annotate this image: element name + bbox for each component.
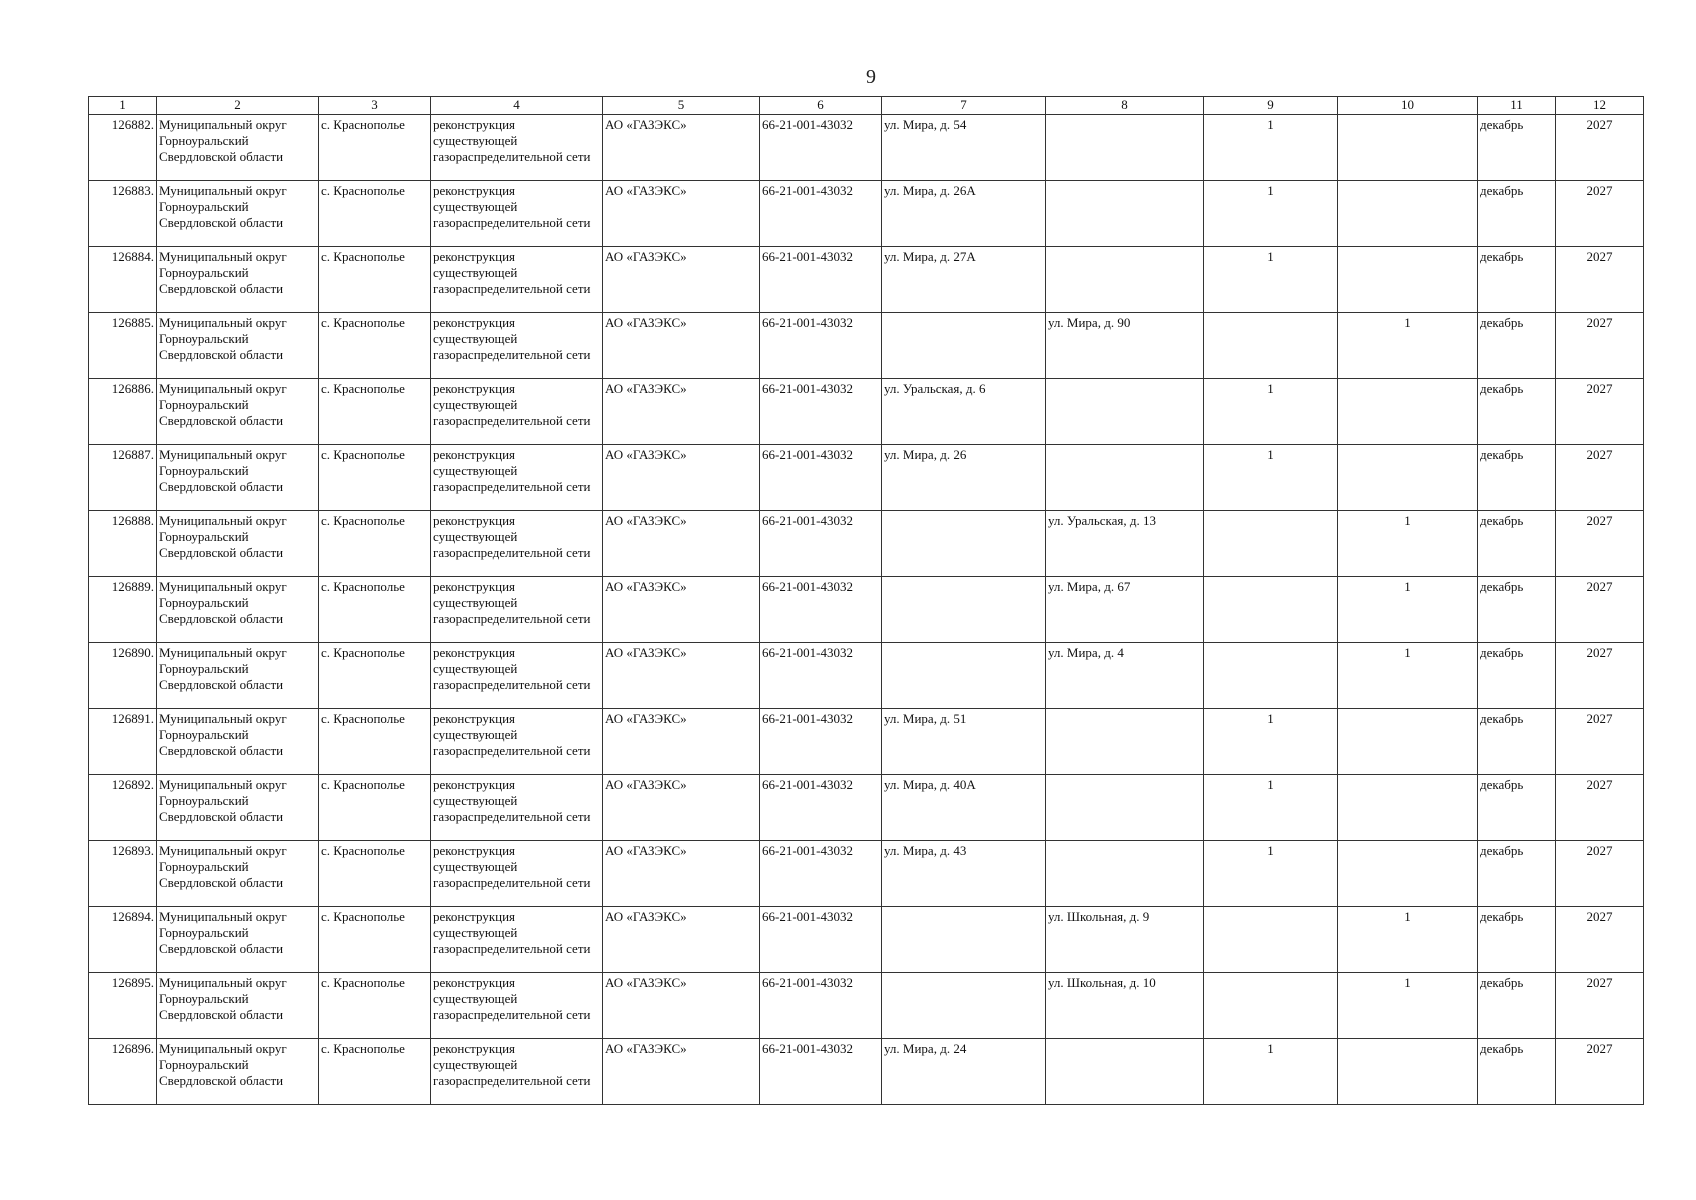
table-row (89, 181, 1644, 247)
cell-work-type: реконструкция существующей газораспределительной сети (431, 643, 603, 709)
table-row (89, 643, 1644, 709)
cell-address-col8 (1046, 775, 1204, 841)
cell-count-col9: 1 (1204, 247, 1338, 313)
cell-municipality: Муниципальный округ Горноуральский Свердловской области (157, 181, 319, 247)
cell-settlement: с. Краснополье (319, 115, 431, 181)
cell-year: 2027 (1556, 709, 1644, 775)
cell-address-col7 (882, 973, 1046, 1039)
cell-count-col9 (1204, 313, 1338, 379)
cell-address-col8 (1046, 115, 1204, 181)
cell-work-type: реконструкция существующей газораспределительной сети (431, 841, 603, 907)
column-header-4: 4 (431, 97, 603, 115)
cell-row-number: 126891. (89, 709, 157, 775)
cell-municipality: Муниципальный округ Горноуральский Свердловской области (157, 511, 319, 577)
cell-address-col8: ул. Уральская, д. 13 (1046, 511, 1204, 577)
table-body (89, 115, 1644, 1105)
table-row (89, 577, 1644, 643)
cell-address-col8: ул. Мира, д. 67 (1046, 577, 1204, 643)
cell-settlement: с. Краснополье (319, 313, 431, 379)
cell-object-code: 66-21-001-43032 (760, 313, 882, 379)
table-row (89, 445, 1644, 511)
cell-object-code: 66-21-001-43032 (760, 577, 882, 643)
cell-organization: АО «ГАЗЭКС» (603, 511, 760, 577)
cell-count-col10 (1338, 709, 1478, 775)
column-header-10: 10 (1338, 97, 1478, 115)
cell-settlement: с. Краснополье (319, 379, 431, 445)
cell-address-col7: ул. Мира, д. 54 (882, 115, 1046, 181)
cell-municipality: Муниципальный округ Горноуральский Свердловской области (157, 379, 319, 445)
cell-month: декабрь (1478, 643, 1556, 709)
cell-municipality: Муниципальный округ Горноуральский Свердловской области (157, 1039, 319, 1105)
cell-month: декабрь (1478, 247, 1556, 313)
table-row (89, 247, 1644, 313)
cell-month: декабрь (1478, 973, 1556, 1039)
cell-settlement: с. Краснополье (319, 775, 431, 841)
cell-work-type: реконструкция существующей газораспределительной сети (431, 577, 603, 643)
cell-object-code: 66-21-001-43032 (760, 643, 882, 709)
cell-count-col9 (1204, 643, 1338, 709)
cell-row-number: 126889. (89, 577, 157, 643)
cell-month: декабрь (1478, 709, 1556, 775)
cell-row-number: 126883. (89, 181, 157, 247)
cell-count-col9: 1 (1204, 181, 1338, 247)
column-header-9: 9 (1204, 97, 1338, 115)
cell-address-col8 (1046, 709, 1204, 775)
cell-year: 2027 (1556, 841, 1644, 907)
cell-year: 2027 (1556, 643, 1644, 709)
cell-count-col9 (1204, 907, 1338, 973)
cell-year: 2027 (1556, 511, 1644, 577)
cell-address-col8 (1046, 247, 1204, 313)
cell-row-number: 126888. (89, 511, 157, 577)
cell-organization: АО «ГАЗЭКС» (603, 1039, 760, 1105)
table-row (89, 379, 1644, 445)
cell-year: 2027 (1556, 115, 1644, 181)
cell-settlement: с. Краснополье (319, 445, 431, 511)
column-header-1: 1 (89, 97, 157, 115)
cell-address-col8 (1046, 1039, 1204, 1105)
cell-count-col10 (1338, 841, 1478, 907)
table-row (89, 115, 1644, 181)
cell-municipality: Муниципальный округ Горноуральский Свердловской области (157, 775, 319, 841)
cell-address-col7: ул. Мира, д. 51 (882, 709, 1046, 775)
cell-municipality: Муниципальный округ Горноуральский Свердловской области (157, 841, 319, 907)
cell-month: декабрь (1478, 445, 1556, 511)
cell-object-code: 66-21-001-43032 (760, 115, 882, 181)
cell-row-number: 126896. (89, 1039, 157, 1105)
cell-settlement: с. Краснополье (319, 1039, 431, 1105)
table-row (89, 1039, 1644, 1105)
cell-address-col7: ул. Мира, д. 27А (882, 247, 1046, 313)
cell-row-number: 126884. (89, 247, 157, 313)
cell-count-col10: 1 (1338, 313, 1478, 379)
cell-work-type: реконструкция существующей газораспределительной сети (431, 511, 603, 577)
table-row (89, 907, 1644, 973)
cell-object-code: 66-21-001-43032 (760, 247, 882, 313)
cell-row-number: 126890. (89, 643, 157, 709)
cell-work-type: реконструкция существующей газораспределительной сети (431, 1039, 603, 1105)
cell-municipality: Муниципальный округ Горноуральский Свердловской области (157, 973, 319, 1039)
cell-organization: АО «ГАЗЭКС» (603, 115, 760, 181)
cell-row-number: 126893. (89, 841, 157, 907)
cell-count-col10: 1 (1338, 907, 1478, 973)
cell-address-col7 (882, 907, 1046, 973)
cell-object-code: 66-21-001-43032 (760, 907, 882, 973)
column-header-3: 3 (319, 97, 431, 115)
cell-organization: АО «ГАЗЭКС» (603, 643, 760, 709)
cell-month: декабрь (1478, 115, 1556, 181)
cell-organization: АО «ГАЗЭКС» (603, 973, 760, 1039)
column-header-2: 2 (157, 97, 319, 115)
cell-row-number: 126885. (89, 313, 157, 379)
table-row (89, 775, 1644, 841)
cell-count-col10 (1338, 775, 1478, 841)
cell-count-col9: 1 (1204, 709, 1338, 775)
page-number: 9 (866, 66, 876, 88)
cell-address-col8: ул. Школьная, д. 10 (1046, 973, 1204, 1039)
cell-row-number: 126892. (89, 775, 157, 841)
cell-address-col8: ул. Мира, д. 4 (1046, 643, 1204, 709)
cell-count-col10 (1338, 1039, 1478, 1105)
header-row (89, 97, 1644, 115)
cell-municipality: Муниципальный округ Горноуральский Свердловской области (157, 247, 319, 313)
table-row (89, 709, 1644, 775)
cell-count-col9: 1 (1204, 115, 1338, 181)
cell-month: декабрь (1478, 775, 1556, 841)
column-header-11: 11 (1478, 97, 1556, 115)
cell-year: 2027 (1556, 775, 1644, 841)
cell-count-col9: 1 (1204, 841, 1338, 907)
cell-address-col8 (1046, 841, 1204, 907)
cell-settlement: с. Краснополье (319, 907, 431, 973)
table-row (89, 313, 1644, 379)
cell-object-code: 66-21-001-43032 (760, 445, 882, 511)
cell-settlement: с. Краснополье (319, 247, 431, 313)
cell-row-number: 126894. (89, 907, 157, 973)
table-row (89, 511, 1644, 577)
cell-year: 2027 (1556, 247, 1644, 313)
cell-settlement: с. Краснополье (319, 577, 431, 643)
cell-count-col10: 1 (1338, 511, 1478, 577)
cell-municipality: Муниципальный округ Горноуральский Свердловской области (157, 445, 319, 511)
cell-organization: АО «ГАЗЭКС» (603, 841, 760, 907)
cell-year: 2027 (1556, 181, 1644, 247)
cell-work-type: реконструкция существующей газораспределительной сети (431, 907, 603, 973)
cell-count-col10 (1338, 445, 1478, 511)
cell-count-col9 (1204, 511, 1338, 577)
cell-count-col9: 1 (1204, 775, 1338, 841)
cell-settlement: с. Краснополье (319, 709, 431, 775)
cell-address-col7 (882, 511, 1046, 577)
cell-month: декабрь (1478, 181, 1556, 247)
cell-address-col7: ул. Мира, д. 26 (882, 445, 1046, 511)
cell-organization: АО «ГАЗЭКС» (603, 709, 760, 775)
cell-count-col9: 1 (1204, 445, 1338, 511)
cell-address-col8: ул. Мира, д. 90 (1046, 313, 1204, 379)
cell-settlement: с. Краснополье (319, 643, 431, 709)
cell-address-col7: ул. Мира, д. 26А (882, 181, 1046, 247)
cell-row-number: 126895. (89, 973, 157, 1039)
cell-address-col8: ул. Школьная, д. 9 (1046, 907, 1204, 973)
cell-work-type: реконструкция существующей газораспределительной сети (431, 709, 603, 775)
cell-organization: АО «ГАЗЭКС» (603, 379, 760, 445)
cell-municipality: Муниципальный округ Горноуральский Свердловской области (157, 313, 319, 379)
table-row (89, 841, 1644, 907)
cell-settlement: с. Краснополье (319, 973, 431, 1039)
cell-address-col7 (882, 643, 1046, 709)
cell-row-number: 126886. (89, 379, 157, 445)
cell-month: декабрь (1478, 577, 1556, 643)
cell-municipality: Муниципальный округ Горноуральский Свердловской области (157, 643, 319, 709)
column-header-12: 12 (1556, 97, 1644, 115)
cell-row-number: 126882. (89, 115, 157, 181)
cell-count-col10 (1338, 181, 1478, 247)
cell-count-col10: 1 (1338, 577, 1478, 643)
cell-row-number: 126887. (89, 445, 157, 511)
cell-count-col9: 1 (1204, 1039, 1338, 1105)
cell-work-type: реконструкция существующей газораспределительной сети (431, 973, 603, 1039)
cell-work-type: реконструкция существующей газораспределительной сети (431, 181, 603, 247)
cell-organization: АО «ГАЗЭКС» (603, 313, 760, 379)
cell-object-code: 66-21-001-43032 (760, 841, 882, 907)
cell-object-code: 66-21-001-43032 (760, 379, 882, 445)
cell-organization: АО «ГАЗЭКС» (603, 181, 760, 247)
cell-year: 2027 (1556, 313, 1644, 379)
table-row (89, 973, 1644, 1039)
cell-year: 2027 (1556, 973, 1644, 1039)
cell-work-type: реконструкция существующей газораспределительной сети (431, 445, 603, 511)
cell-object-code: 66-21-001-43032 (760, 181, 882, 247)
cell-municipality: Муниципальный округ Горноуральский Свердловской области (157, 709, 319, 775)
cell-month: декабрь (1478, 841, 1556, 907)
cell-organization: АО «ГАЗЭКС» (603, 445, 760, 511)
cell-object-code: 66-21-001-43032 (760, 775, 882, 841)
cell-object-code: 66-21-001-43032 (760, 511, 882, 577)
cell-address-col7: ул. Мира, д. 40А (882, 775, 1046, 841)
cell-settlement: с. Краснополье (319, 181, 431, 247)
cell-count-col9 (1204, 577, 1338, 643)
column-header-5: 5 (603, 97, 760, 115)
cell-address-col7: ул. Уральская, д. 6 (882, 379, 1046, 445)
cell-count-col10 (1338, 247, 1478, 313)
column-header-7: 7 (882, 97, 1046, 115)
cell-count-col10: 1 (1338, 643, 1478, 709)
column-header-6: 6 (760, 97, 882, 115)
cell-work-type: реконструкция существующей газораспределительной сети (431, 115, 603, 181)
cell-month: декабрь (1478, 313, 1556, 379)
cell-work-type: реконструкция существующей газораспределительной сети (431, 247, 603, 313)
cell-organization: АО «ГАЗЭКС» (603, 577, 760, 643)
cell-object-code: 66-21-001-43032 (760, 1039, 882, 1105)
cell-work-type: реконструкция существующей газораспределительной сети (431, 313, 603, 379)
cell-year: 2027 (1556, 577, 1644, 643)
cell-object-code: 66-21-001-43032 (760, 709, 882, 775)
cell-organization: АО «ГАЗЭКС» (603, 775, 760, 841)
gas-network-table (88, 96, 1644, 1105)
cell-year: 2027 (1556, 379, 1644, 445)
cell-month: декабрь (1478, 379, 1556, 445)
cell-municipality: Муниципальный округ Горноуральский Свердловской области (157, 577, 319, 643)
cell-address-col7: ул. Мира, д. 24 (882, 1039, 1046, 1105)
cell-settlement: с. Краснополье (319, 511, 431, 577)
cell-object-code: 66-21-001-43032 (760, 973, 882, 1039)
cell-address-col7 (882, 577, 1046, 643)
cell-month: декабрь (1478, 1039, 1556, 1105)
cell-year: 2027 (1556, 907, 1644, 973)
cell-work-type: реконструкция существующей газораспределительной сети (431, 379, 603, 445)
cell-settlement: с. Краснополье (319, 841, 431, 907)
cell-month: декабрь (1478, 511, 1556, 577)
column-header-8: 8 (1046, 97, 1204, 115)
cell-municipality: Муниципальный округ Горноуральский Свердловской области (157, 907, 319, 973)
cell-count-col10: 1 (1338, 973, 1478, 1039)
cell-count-col10 (1338, 115, 1478, 181)
cell-count-col9: 1 (1204, 379, 1338, 445)
cell-year: 2027 (1556, 1039, 1644, 1105)
cell-month: декабрь (1478, 907, 1556, 973)
cell-address-col8 (1046, 445, 1204, 511)
cell-municipality: Муниципальный округ Горноуральский Свердловской области (157, 115, 319, 181)
cell-address-col7: ул. Мира, д. 43 (882, 841, 1046, 907)
cell-count-col9 (1204, 973, 1338, 1039)
cell-address-col7 (882, 313, 1046, 379)
cell-work-type: реконструкция существующей газораспределительной сети (431, 775, 603, 841)
cell-year: 2027 (1556, 445, 1644, 511)
cell-address-col8 (1046, 379, 1204, 445)
cell-organization: АО «ГАЗЭКС» (603, 907, 760, 973)
cell-organization: АО «ГАЗЭКС» (603, 247, 760, 313)
table-header (89, 97, 1644, 115)
cell-address-col8 (1046, 181, 1204, 247)
cell-count-col10 (1338, 379, 1478, 445)
